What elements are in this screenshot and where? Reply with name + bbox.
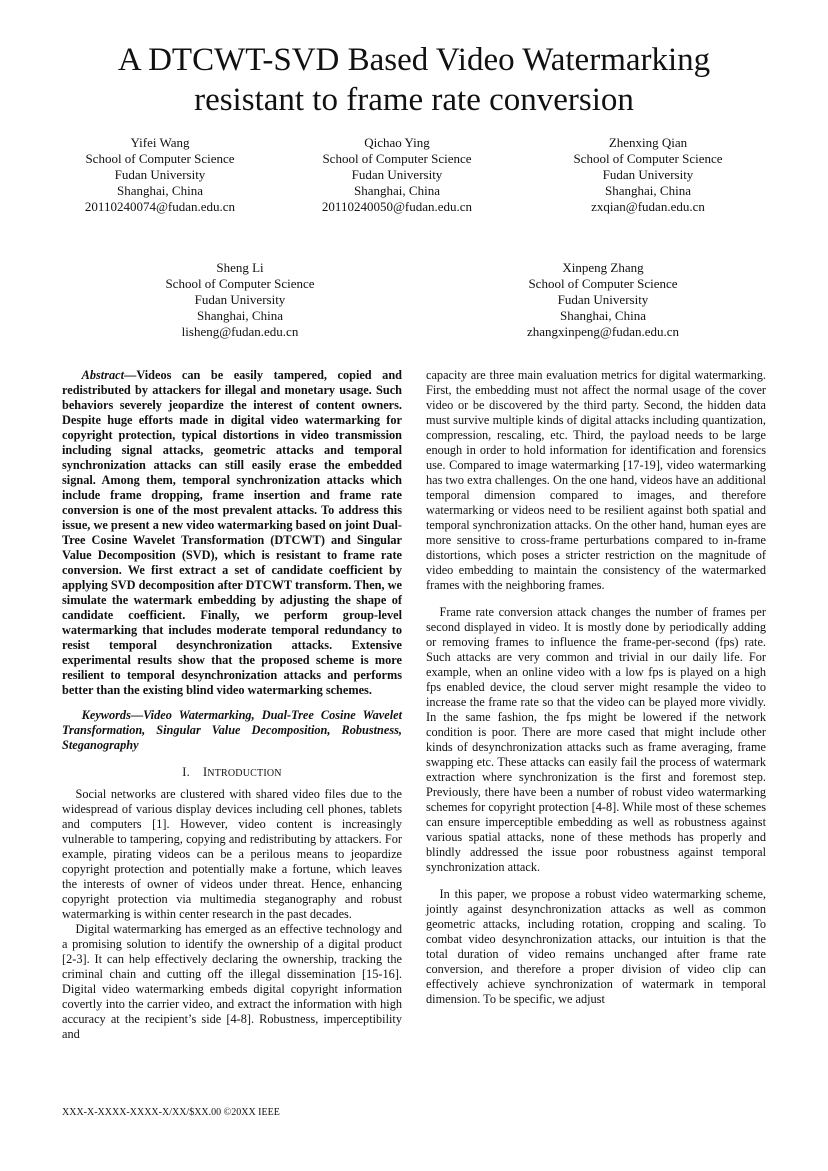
author-name: Xinpeng Zhang [562,260,644,275]
author-dept: School of Computer Science [573,151,723,166]
body-paragraph: Social networks are clustered with shared video files due to the widespread of various display devices including cell phones, tablets and computers [1]. However, video content is increasingly vulnerable to tampering, copying and redistributing by attackers. For example, pirating videos can be a perilous means to jeopardize copyright protection and potentially make a fortune, which leaves the interests of owner of videos under threat. Hence, enhancing copyright protection via multimedia steganography and robust watermarking is within center research in the past decades. [62,787,402,921]
author-city: Shanghai, China [117,183,203,198]
title-line-1: A DTCWT-SVD Based Video Watermarking [117,42,711,78]
author-email: zxqian@fudan.edu.cn [591,199,705,214]
section-initial: I [202,765,208,779]
abstract-dash: — [124,368,137,382]
author-name: Sheng Li [216,260,264,275]
author-name: Zhenxing Qian [608,135,688,150]
right-column [426,368,766,1007]
author-email: 20110240074@fudan.edu.cn [84,199,236,214]
author-city: Shanghai, China [354,183,440,198]
author-city: Shanghai, China [197,308,283,323]
author-dept: School of Computer Science [528,276,678,291]
paper-title [60,40,768,120]
title-line-2: resistant to frame rate conversion [194,82,634,118]
section-heading [62,765,402,781]
author-univ: Fudan University [602,167,694,182]
left-column [62,368,402,1042]
abstract-text: Videos can be easily tampered, copied and redistributed by attackers for illegal and monetary usage. Such behaviors severely jeopardize the interest of content owners. Despite huge efforts made in digital video watermarking for copyright protection, typical distortions in video transmission including signal attacks, geometric attacks and temporal synchronization attacks can still easily erase the embedded signal. Among them, temporal synchronization attacks which include frame dropping, frame insertion and frame rate conversion is one of the most prevalent attacks. To address this issue, we present a new video watermarking based on joint Dual-Tree Cosine Wavelet Transformation (DTCWT) and Singular Value Decomposition (SVD), which is resistant to frame rate conversion. We first extract a set of candidate coefficient by applying SVD decomposition after DTCWT transform. Then, we simulate the watermark embedding by adjusting the shape of candidate coefficient. Finally, we perform group-level watermarking that includes moderate temporal redundancy to resist temporal desynchronization attacks. Extensive experimental results show that the proposed scheme is more resilient to temporal desynchronization attacks and performs better than the existing blind video watermarking schemes. [62,368,402,697]
author-dept: School of Computer Science [85,151,235,166]
author-block [40,135,280,215]
section-number: I. [182,765,190,779]
body-paragraph: Digital watermarking has emerged as an effective technology and a promising solution to identify the ownership of a digital product [2-3]. It can help effectively declaring the ownership, tracking the criminal chain and cutting off the illegal dissemination [15-16]. Digital video watermarking embeds digital copyright information covertly into the carrier video, and extract the information with high accuracy at the recipient’s side [4-8]. Robustness, imperceptibility and [62,922,402,1041]
author-dept: School of Computer Science [322,151,472,166]
author-univ: Fudan University [557,292,649,307]
abstract [62,368,402,698]
body-paragraph: In this paper, we propose a robust video watermarking scheme, jointly against desynchronization attacks as well as common geometric attacks, including rotation, cropping and scaling. To combat video desynchronization attacks, our intuition is that the total duration of video remains unchanged after frame rate conversion, and therefore a proper division of video clip can effectively achieve synchronization of watermark in temporal dimension. To be specific, we adjust [426,887,766,1006]
author-email: 20110240050@fudan.edu.cn [321,199,473,214]
copyright-footer: XXX-X-XXXX-XXXX-X/XX/$XX.00 ©20XX IEEE [62,1107,280,1118]
author-email: zhangxinpeng@fudan.edu.cn [526,324,680,339]
author-block [120,260,360,340]
section-title-rest: NTRODUCTION [207,768,282,779]
body-paragraph: capacity are three main evaluation metrics for digital watermarking. First, the embedding must not affect the normal usage of the cover video or be discovered by the third party. Second, the hidden data must survive multiple kinds of digital attacks including quantization, compression, rescaling, etc. Third, the payload needs to be large enough in order to hold information for identification and forensics use. Compared to image watermarking [17-19], video watermarking has two extra challenges. On the one hand, videos have an additional temporal dimension compared to images, and therefore watermarking or videos need to be resilient against both spatial and temporal synchronization attacks. On the other hand, human eyes are more sensitive to cross-frame perturbations compared to in-frame distortions, which poses a stricter restriction on the magnitude of video embedding to maintain the consistency of the watermarked frames with the neighboring frames. [426,368,766,592]
author-univ: Fudan University [114,167,206,182]
author-block [483,260,723,340]
author-univ: Fudan University [194,292,286,307]
author-city: Shanghai, China [605,183,691,198]
abstract-lead: Abstract [81,368,125,382]
author-city: Shanghai, China [560,308,646,323]
author-block [277,135,517,215]
body-paragraph: Frame rate conversion attack changes the number of frames per second displayed in video. It is mostly done by periodically adding or removing frames to influence the frame-per-second (fps) rate. Such attacks are very common and trivial in our daily life. For example, when an online video with a low fps is played on a high fps enabled device, the cloud server might resample the video to increase the frame rate so that the video can be played more vividly. In the same fashion, the fps might be lowered if the network condition is poor. There are more cased that might include other kinds of desynchronization attacks such as frame averaging, frame swapping etc. These attacks can easily fail the process of watermark extraction where synchronization is the first and foremost step. Previously, there have been a number of robust video watermarking schemes for copyright protection [4-8]. While most of these schemes can ensure imperceptible embedding as well as robustness against various spatial attacks, none of these methods has properly and blindly addressed the issue poor robustness against temporal synchronization attack. [426,605,766,874]
author-dept: School of Computer Science [165,276,315,291]
author-name: Qichao Ying [364,135,430,150]
author-name: Yifei Wang [130,135,190,150]
keywords: Keywords—Video Watermarking, Dual-Tree Cosine Wavelet Transformation, Singular Value Decomposition, Robustness, Steganography [62,708,402,752]
author-email: lisheng@fudan.edu.cn [181,324,299,339]
author-block [528,135,768,215]
author-univ: Fudan University [351,167,443,182]
